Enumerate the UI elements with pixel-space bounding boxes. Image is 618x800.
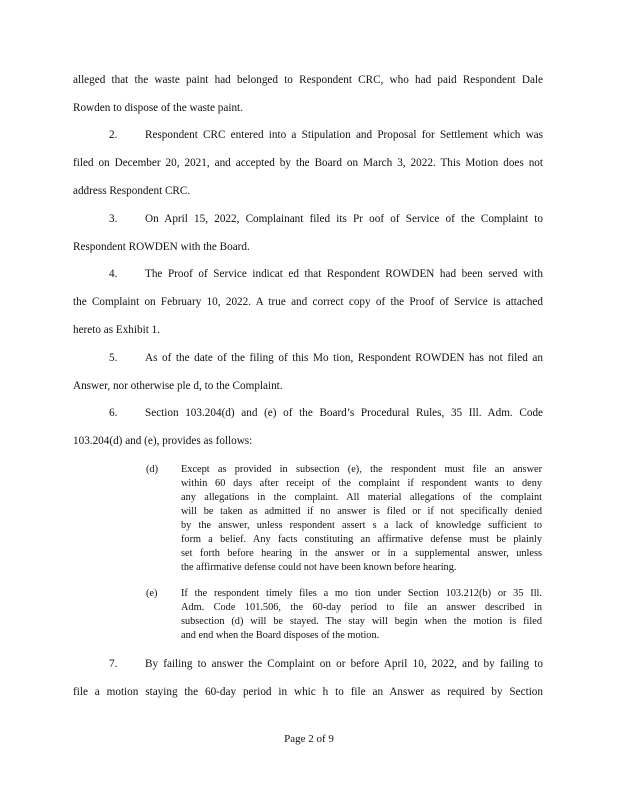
paragraph-first-line: The Proof of Service indicat ed that Respondent ROWDEN had been served with [145,268,543,280]
body-line: Respondent ROWDEN with the Board. [73,241,250,253]
page-footer: Page 2 of 9 [284,733,334,745]
body-line: filed on December 20, 2021, and accepted by the Board on March 3, 2022. This Motion does not [73,157,543,169]
paragraph-number: 5. [109,352,118,364]
body-line: hereto as Exhibit 1. [73,324,160,336]
quote-line: within 60 days after receipt of the complaint if respondent wants to deny [181,478,542,489]
body-line: Rowden to dispose of the waste paint. [73,102,243,114]
quote-line: If the respondent timely files a mo tion under Section 103.212(b) or 35 Ill. [181,588,542,599]
quote-line: the affirmative defense could not have been known before hearing. [181,562,457,573]
quote-label: (e) [146,588,158,599]
body-line: Answer, nor otherwise ple d, to the Complaint. [73,380,283,392]
quote-body [181,587,542,643]
quote-line: Adm. Code 101.506, the 60-day period to file an answer described in [181,602,542,613]
quote-line: any allegations in the complaint. All material allegations of the complaint [181,492,542,503]
body-line: 103.204(d) and (e), provides as follows: [73,435,253,447]
paragraph-number: 7. [109,658,118,670]
quote-line: will be taken as admitted if no answer is filed or if not specifically denied [181,506,542,517]
body-line: alleged that the waste paint had belonged to Respondent CRC, who had paid Respondent Dale [73,74,543,86]
paragraph-first-line: By failing to answer the Complaint on or before April 10, 2022, and by failing to [145,658,543,670]
paragraph-first-line: Respondent CRC entered into a Stipulation and Proposal for Settlement which was [145,129,543,141]
paragraph-first-line: On April 15, 2022, Complainant filed its Pr oof of Service of the Complaint to [145,213,543,225]
paragraph-first-line: As of the date of the filing of this Mo tion, Respondent ROWDEN has not filed an [145,352,543,364]
quote-line: form a belief. Any facts constituting an affirmative defense must be plainly [181,534,542,545]
quote-line: set forth before hearing in the answer or in a supplemental answer, unless [181,548,542,559]
quote-line: subsection (d) will be stayed. The stay will begin when the motion is filed [181,616,542,627]
paragraph-number: 4. [109,268,118,280]
quote-line: by the answer, unless respondent assert s a lack of knowledge sufficient to [181,520,542,531]
paragraph-number: 3. [109,213,118,225]
quote-label: (d) [146,464,159,475]
paragraph-first-line: Section 103.204(d) and (e) of the Board’s Procedural Rules, 35 Ill. Adm. Code [145,407,543,419]
quote-line: and end when the Board disposes of the motion. [181,630,380,641]
quote-body [181,463,542,575]
paragraph-number: 6. [109,407,118,419]
quote-line: Except as provided in subsection (e), the respondent must file an answer [181,464,542,475]
body-line: file a motion staying the 60-day period in whic h to file an Answer as required by Section [73,686,543,698]
body-line: the Complaint on February 10, 2022. A true and correct copy of the Proof of Service is attached [73,296,543,308]
body-line: address Respondent CRC. [73,185,191,197]
paragraph-number: 2. [109,129,118,141]
